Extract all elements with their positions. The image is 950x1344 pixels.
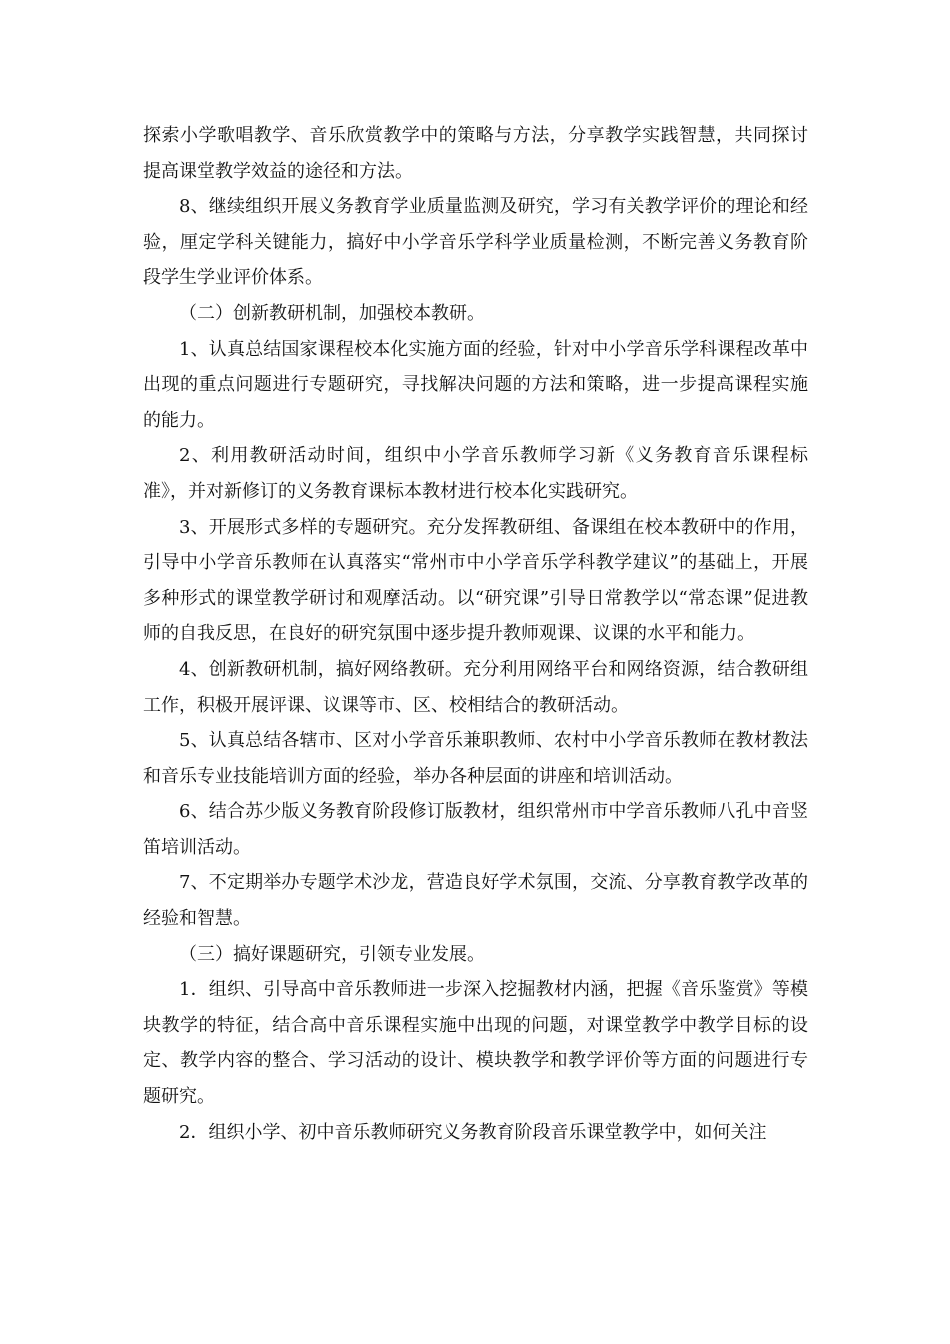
paragraph-continuation: 探索小学歌唱教学、音乐欣赏教学中的策略与方法，分享教学实践智慧，共同探讨提高课堂教学效益的途径和方法。 — [143, 125, 808, 182]
paragraph-item-8: 8、继续组织开展义务教育学业质量监测及研究，学习有关教学评价的理论和经验，厘定学科关键能力，搞好中小学音乐学科学业质量检测，不断完善义务教育阶段学生学业评价体系。 — [143, 196, 808, 289]
paragraph-research-1: 1．组织、引导高中音乐教师进一步深入挖掘教材内涵，把握《音乐鉴赏》等模块教学的特征，结合高中音乐课程实施中出现的问题，对课堂教学中教学目标的设定、教学内容的整合、学习活动的设计、模块教学和教学评价等方面的问题进行专题研究。 — [143, 979, 808, 1108]
section-heading-3: （三）搞好课题研究，引领专业发展。 — [179, 943, 485, 965]
paragraph-research-2: 2．组织小学、初中音乐教师研究义务教育阶段音乐课堂教学中，如何关注 — [179, 1121, 767, 1143]
paragraph-item-7: 7、不定期举办专题学术沙龙，营造良好学术氛围，交流、分享教育教学改革的经验和智慧。 — [143, 872, 808, 930]
paragraph-item-4: 4、创新教研机制，搞好网络教研。充分利用网络平台和网络资源，结合教研组工作，积极开展评课、议课等市、区、校相结合的教研活动。 — [143, 658, 808, 716]
section-heading-2: （二）创新教研机制，加强校本教研。 — [179, 302, 485, 324]
paragraph-item-1: 1、认真总结国家课程校本化实施方面的经验，针对中小学音乐学科课程改革中出现的重点问题进行专题研究，寻找解决问题的方法和策略，进一步提高课程实施的能力。 — [143, 338, 808, 431]
document-page — [143, 118, 808, 1150]
paragraph-item-5: 5、认真总结各辖市、区对小学音乐兼职教师、农村中小学音乐教师在教材教法和音乐专业技能培训方面的经验，举办各种层面的讲座和培训活动。 — [143, 730, 808, 787]
paragraph-item-3: 3、开展形式多样的专题研究。充分发挥教研组、备课组在校本教研中的作用，引导中小学音乐教师在认真落实“常州市中小学音乐学科教学建议”的基础上，开展多种形式的课堂教学研讨和观摩活动。以“研究课”引导日常教学以“常态课”促进教师的自我反思，在良好的研究氛围中逐步提升教师观课、议课的水平和能力。 — [143, 516, 808, 645]
paragraph-item-6: 6、结合苏少版义务教育阶段修订版教材，组织常州市中学音乐教师八孔中音竖笛培训活动。 — [143, 801, 808, 858]
paragraph-item-2: 2、利用教研活动时间，组织中小学音乐教师学习新《义务教育音乐课程标准》，并对新修订的义务教育课标本教材进行校本化实践研究。 — [143, 445, 808, 502]
